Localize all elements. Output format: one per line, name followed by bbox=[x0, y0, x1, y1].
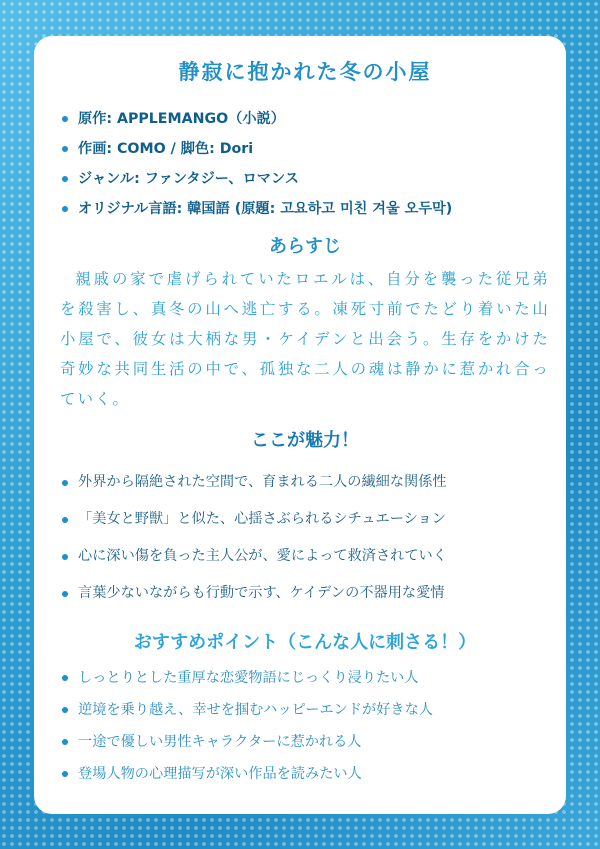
info-art-script: 作画: COMO / 脚色: Dori bbox=[60, 134, 550, 164]
list-item: 一途で優しい男性キャラクターに惹かれる人 bbox=[60, 726, 550, 758]
recommend-list bbox=[60, 662, 550, 790]
appeal-list bbox=[60, 464, 550, 612]
list-item: 外界から隔絶された空間で、育まれる二人の繊細な関係性 bbox=[60, 464, 550, 501]
info-genre: ジャンル: ファンタジー、ロマンス bbox=[60, 164, 550, 194]
synopsis-heading: あらすじ bbox=[269, 236, 341, 257]
info-original: 原作: APPLEMANGO（小説） bbox=[60, 104, 550, 134]
work-info-list bbox=[60, 104, 550, 224]
list-item: 逆境を乗り越え、幸せを掴むハッピーエンドが好きな人 bbox=[60, 694, 550, 726]
list-item: 登場人物の心理描写が深い作品を読みたい人 bbox=[60, 758, 550, 790]
list-item: 言葉少ないながらも行動で示す、ケイデンの不器用な愛情 bbox=[60, 575, 550, 612]
list-item: 「美女と野獣」と似た、心揺さぶられるシチュエーション bbox=[60, 501, 550, 538]
info-language: オリジナル言語: 韓国語 (原題: 고요하고 미친 겨울 오두막) bbox=[60, 194, 550, 224]
recommend-heading: おすすめポイント（こんな人に刺さる！） bbox=[133, 632, 477, 653]
content-card bbox=[34, 36, 566, 814]
synopsis-text: 親戚の家で虐げられていたロエルは、自分を襲った従兄弟を殺害し、真冬の山へ逃亡する。凍死寸前でたどり着いた山小屋で、彼女は大柄な男・ケイデンと出会う。生存をかけた奇妙な共同生活の中で、孤独な二人の魂は静かに惹かれ合っていく。 bbox=[60, 270, 550, 408]
list-item: 心に深い傷を負った主人公が、愛によって救済されていく bbox=[60, 538, 550, 575]
page-title: 静寂に抱かれた冬の小屋 bbox=[178, 60, 432, 84]
list-item: しっとりとした重厚な恋愛物語にじっくり浸りたい人 bbox=[60, 662, 550, 694]
appeal-heading: ここが魅力！ bbox=[251, 430, 359, 451]
